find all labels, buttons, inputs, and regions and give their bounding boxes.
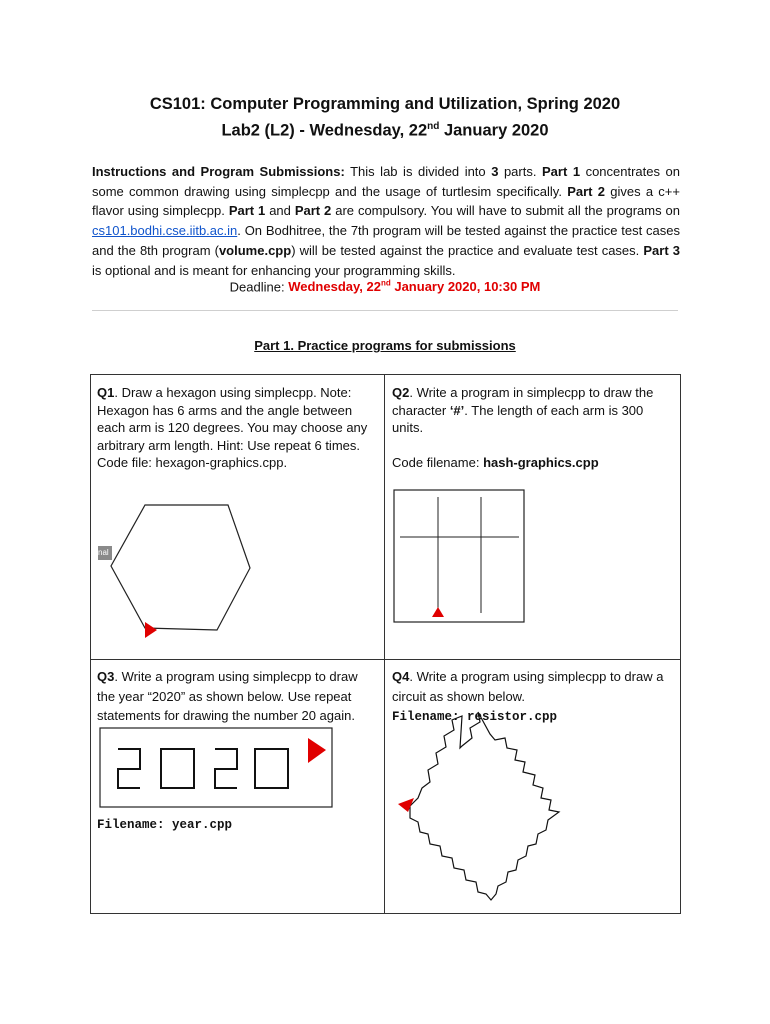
q3-text: Q3. Write a program using simplecpp to draw the year “2020” as shown below. Use repeat statements for drawing the number 20 again. [97,669,358,723]
q1-text: Q1. Draw a hexagon using simplecpp. Note: Hexagon has 6 arms and the angle between each arm is 120 degrees. You may choose any arbitrary arm length. Hint: Use repeat 6 times. Code file: hexagon-graphics.cpp. [97,385,368,471]
q1-file: Code file: hexagon-graphics.cpp. [97,455,288,471]
doc-title: CS101: Computer Programming and Utilization, Spring 2020 [149,95,621,113]
deadline: Deadline: Wednesday, 22nd January 2020, 10:30 PM [229,279,541,295]
q3-file: Filename: year.cpp [97,818,233,832]
doc-subtitle: Lab2 (L2) - Wednesday, 22nd January 2020 [221,121,549,140]
q4-file: Filename: resistor.cpp [392,710,558,724]
resistor-shape [410,712,559,900]
q1-tag: nal [98,546,112,560]
q4-text: Q4. Write a program using simplecpp to draw a circuit as shown below. Filename: resistor.cpp [392,669,664,724]
bodhi-link[interactable]: cs101.bodhi.cse.iitb.ac.in [92,223,238,239]
part-heading: Part 1. Practice programs for submissions [254,338,516,353]
q2-text: Q2. Write a program in simplecpp to draw the character ‘#’. The length of each arm is 300 units. Code filename: hash-graphics.cpp [392,385,654,470]
instructions-paragraph: Instructions and Program Submissions: This lab is divided into 3 parts. Part 1 concentrates on some common drawing using simplecpp and the usage of turtlesim specifically. Part 2 gives a c++ flavor using simplecpp. Part 1 and Part 2 are compulsory. You will have to submit all the programs on cs101.bodhi.cse.iitb.ac.in. On Bodhitree, the 7th program will be tested against the practice test cases and the 8th program (volume.cpp) will be tested against the practice and evaluate test cases. Part 3 is optional and is meant for enhancing your programming skills. [92,164,680,278]
